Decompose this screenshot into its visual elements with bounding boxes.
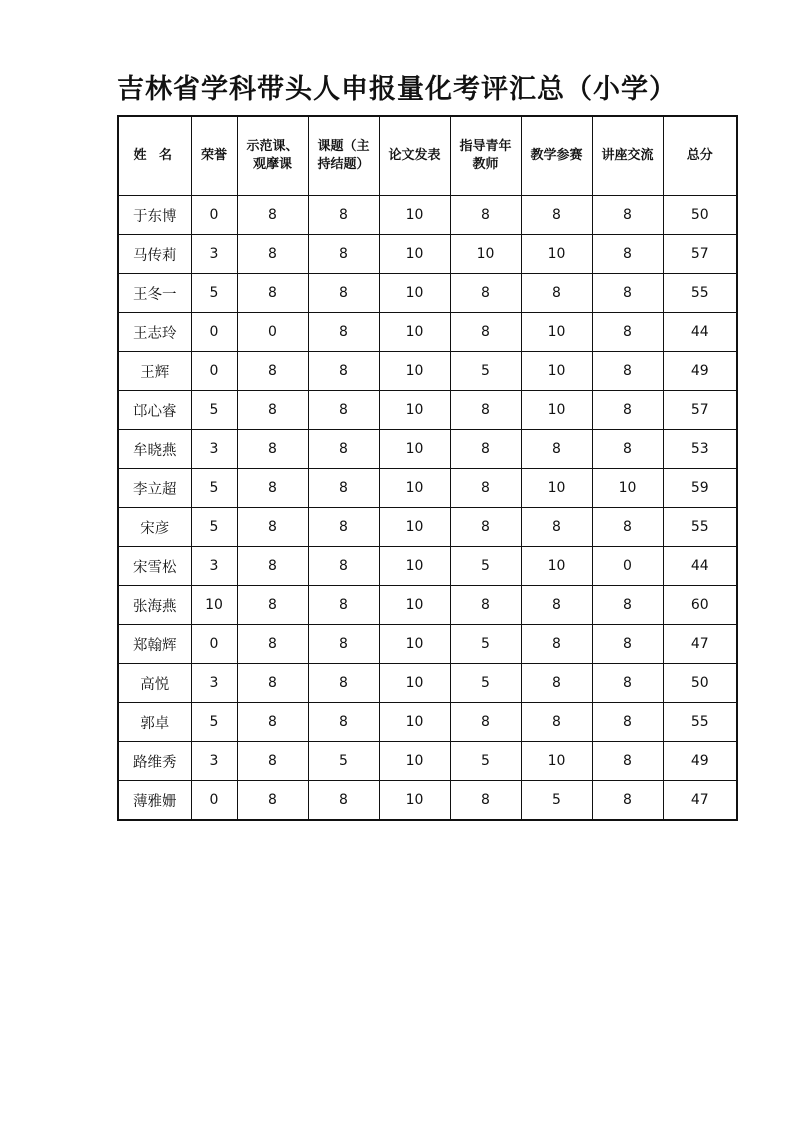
cell-lecture-exchange: 8 [592, 742, 663, 781]
table-row [118, 664, 737, 703]
cell-honor: 3 [191, 430, 237, 469]
cell-name: 郭卓 [118, 703, 191, 742]
cell-honor: 0 [191, 352, 237, 391]
cell-paper-publication: 10 [379, 196, 450, 235]
cell-paper-publication: 10 [379, 508, 450, 547]
cell-demo-lesson: 8 [237, 703, 308, 742]
cell-teaching-competition: 8 [521, 430, 592, 469]
cell-demo-lesson: 8 [237, 274, 308, 313]
cell-total-score: 49 [663, 742, 737, 781]
cell-name: 王辉 [118, 352, 191, 391]
cell-name: 邙心睿 [118, 391, 191, 430]
table-row [118, 196, 737, 235]
cell-mentoring: 5 [450, 742, 521, 781]
cell-research-project: 8 [308, 196, 379, 235]
cell-total-score: 53 [663, 430, 737, 469]
cell-total-score: 55 [663, 703, 737, 742]
cell-teaching-competition: 8 [521, 625, 592, 664]
cell-lecture-exchange: 8 [592, 703, 663, 742]
cell-mentoring: 8 [450, 391, 521, 430]
cell-mentoring: 5 [450, 352, 521, 391]
cell-mentoring: 8 [450, 586, 521, 625]
cell-mentoring: 8 [450, 703, 521, 742]
cell-mentoring: 8 [450, 313, 521, 352]
cell-honor: 3 [191, 742, 237, 781]
cell-teaching-competition: 10 [521, 391, 592, 430]
cell-name: 牟晓燕 [118, 430, 191, 469]
cell-demo-lesson: 8 [237, 664, 308, 703]
cell-mentoring: 8 [450, 781, 521, 821]
cell-mentoring: 5 [450, 625, 521, 664]
cell-research-project: 8 [308, 313, 379, 352]
table-row [118, 586, 737, 625]
cell-demo-lesson: 8 [237, 625, 308, 664]
table-row [118, 742, 737, 781]
cell-lecture-exchange: 8 [592, 196, 663, 235]
cell-paper-publication: 10 [379, 469, 450, 508]
cell-research-project: 8 [308, 547, 379, 586]
header-teaching-competition: 教学参赛 [521, 116, 592, 196]
header-name: 姓 名 [118, 116, 191, 196]
cell-name: 高悦 [118, 664, 191, 703]
cell-paper-publication: 10 [379, 703, 450, 742]
cell-teaching-competition: 8 [521, 508, 592, 547]
cell-paper-publication: 10 [379, 235, 450, 274]
cell-research-project: 8 [308, 235, 379, 274]
cell-lecture-exchange: 8 [592, 274, 663, 313]
cell-name: 王冬一 [118, 274, 191, 313]
cell-research-project: 8 [308, 391, 379, 430]
cell-paper-publication: 10 [379, 547, 450, 586]
cell-demo-lesson: 8 [237, 586, 308, 625]
cell-name: 宋雪松 [118, 547, 191, 586]
cell-total-score: 57 [663, 235, 737, 274]
cell-total-score: 44 [663, 547, 737, 586]
cell-research-project: 8 [308, 469, 379, 508]
cell-name: 张海燕 [118, 586, 191, 625]
header-mentoring: 指导青年 教师 [450, 116, 521, 196]
cell-honor: 0 [191, 196, 237, 235]
header-total-score: 总分 [663, 116, 737, 196]
cell-mentoring: 8 [450, 508, 521, 547]
cell-paper-publication: 10 [379, 352, 450, 391]
cell-total-score: 57 [663, 391, 737, 430]
cell-research-project: 8 [308, 625, 379, 664]
cell-honor: 5 [191, 274, 237, 313]
cell-lecture-exchange: 8 [592, 586, 663, 625]
header-paper-publication: 论文发表 [379, 116, 450, 196]
cell-mentoring: 8 [450, 196, 521, 235]
table-row [118, 235, 737, 274]
cell-honor: 10 [191, 586, 237, 625]
header-demo-lesson: 示范课、 观摩课 [237, 116, 308, 196]
cell-honor: 0 [191, 625, 237, 664]
cell-lecture-exchange: 8 [592, 625, 663, 664]
cell-paper-publication: 10 [379, 664, 450, 703]
cell-mentoring: 5 [450, 547, 521, 586]
cell-total-score: 47 [663, 625, 737, 664]
cell-name: 于东博 [118, 196, 191, 235]
cell-teaching-competition: 8 [521, 586, 592, 625]
cell-honor: 3 [191, 547, 237, 586]
cell-demo-lesson: 0 [237, 313, 308, 352]
cell-demo-lesson: 8 [237, 235, 308, 274]
cell-honor: 3 [191, 664, 237, 703]
table-row [118, 313, 737, 352]
cell-lecture-exchange: 8 [592, 313, 663, 352]
cell-honor: 5 [191, 703, 237, 742]
cell-lecture-exchange: 8 [592, 508, 663, 547]
score-summary-table [117, 115, 738, 821]
cell-total-score: 44 [663, 313, 737, 352]
cell-paper-publication: 10 [379, 742, 450, 781]
cell-paper-publication: 10 [379, 625, 450, 664]
cell-total-score: 55 [663, 508, 737, 547]
cell-lecture-exchange: 8 [592, 430, 663, 469]
cell-research-project: 8 [308, 274, 379, 313]
cell-total-score: 50 [663, 196, 737, 235]
document-title: 吉林省学科带头人申报量化考评汇总（小学） [117, 74, 677, 105]
cell-lecture-exchange: 10 [592, 469, 663, 508]
cell-name: 路维秀 [118, 742, 191, 781]
table-header-row [118, 116, 737, 196]
table-row [118, 430, 737, 469]
cell-honor: 5 [191, 469, 237, 508]
header-honor: 荣誉 [191, 116, 237, 196]
cell-research-project: 5 [308, 742, 379, 781]
cell-paper-publication: 10 [379, 274, 450, 313]
cell-name: 李立超 [118, 469, 191, 508]
cell-lecture-exchange: 8 [592, 664, 663, 703]
cell-honor: 0 [191, 781, 237, 821]
table-row [118, 508, 737, 547]
cell-research-project: 8 [308, 703, 379, 742]
cell-teaching-competition: 8 [521, 274, 592, 313]
cell-lecture-exchange: 8 [592, 235, 663, 274]
cell-research-project: 8 [308, 430, 379, 469]
cell-demo-lesson: 8 [237, 391, 308, 430]
cell-teaching-competition: 8 [521, 703, 592, 742]
table-row [118, 274, 737, 313]
cell-research-project: 8 [308, 586, 379, 625]
table-row [118, 469, 737, 508]
cell-demo-lesson: 8 [237, 508, 308, 547]
cell-lecture-exchange: 0 [592, 547, 663, 586]
cell-teaching-competition: 10 [521, 547, 592, 586]
cell-total-score: 50 [663, 664, 737, 703]
cell-mentoring: 8 [450, 274, 521, 313]
cell-mentoring: 10 [450, 235, 521, 274]
header-research-project: 课题（主 持结题） [308, 116, 379, 196]
cell-teaching-competition: 10 [521, 235, 592, 274]
table-body [118, 196, 737, 821]
cell-name: 宋彦 [118, 508, 191, 547]
cell-honor: 5 [191, 391, 237, 430]
cell-paper-publication: 10 [379, 391, 450, 430]
cell-honor: 3 [191, 235, 237, 274]
cell-teaching-competition: 10 [521, 742, 592, 781]
cell-research-project: 8 [308, 664, 379, 703]
table-row [118, 391, 737, 430]
cell-mentoring: 8 [450, 469, 521, 508]
cell-lecture-exchange: 8 [592, 391, 663, 430]
cell-honor: 5 [191, 508, 237, 547]
cell-paper-publication: 10 [379, 430, 450, 469]
cell-name: 薄雅姗 [118, 781, 191, 821]
cell-total-score: 49 [663, 352, 737, 391]
cell-research-project: 8 [308, 352, 379, 391]
cell-total-score: 47 [663, 781, 737, 821]
header-lecture-exchange: 讲座交流 [592, 116, 663, 196]
cell-demo-lesson: 8 [237, 196, 308, 235]
table-row [118, 625, 737, 664]
cell-total-score: 60 [663, 586, 737, 625]
cell-total-score: 55 [663, 274, 737, 313]
cell-mentoring: 5 [450, 664, 521, 703]
cell-mentoring: 8 [450, 430, 521, 469]
cell-research-project: 8 [308, 508, 379, 547]
cell-teaching-competition: 5 [521, 781, 592, 821]
cell-demo-lesson: 8 [237, 352, 308, 391]
cell-research-project: 8 [308, 781, 379, 821]
cell-teaching-competition: 8 [521, 196, 592, 235]
cell-lecture-exchange: 8 [592, 352, 663, 391]
cell-total-score: 59 [663, 469, 737, 508]
cell-demo-lesson: 8 [237, 742, 308, 781]
cell-demo-lesson: 8 [237, 781, 308, 821]
cell-name: 郑翰辉 [118, 625, 191, 664]
cell-teaching-competition: 10 [521, 469, 592, 508]
cell-teaching-competition: 10 [521, 313, 592, 352]
table-row [118, 703, 737, 742]
table-row [118, 352, 737, 391]
cell-honor: 0 [191, 313, 237, 352]
table-row [118, 781, 737, 821]
cell-demo-lesson: 8 [237, 469, 308, 508]
cell-teaching-competition: 10 [521, 352, 592, 391]
cell-demo-lesson: 8 [237, 547, 308, 586]
cell-paper-publication: 10 [379, 586, 450, 625]
cell-paper-publication: 10 [379, 781, 450, 821]
cell-teaching-competition: 8 [521, 664, 592, 703]
cell-paper-publication: 10 [379, 313, 450, 352]
cell-name: 王志玲 [118, 313, 191, 352]
cell-lecture-exchange: 8 [592, 781, 663, 821]
cell-name: 马传莉 [118, 235, 191, 274]
table-row [118, 547, 737, 586]
cell-demo-lesson: 8 [237, 430, 308, 469]
